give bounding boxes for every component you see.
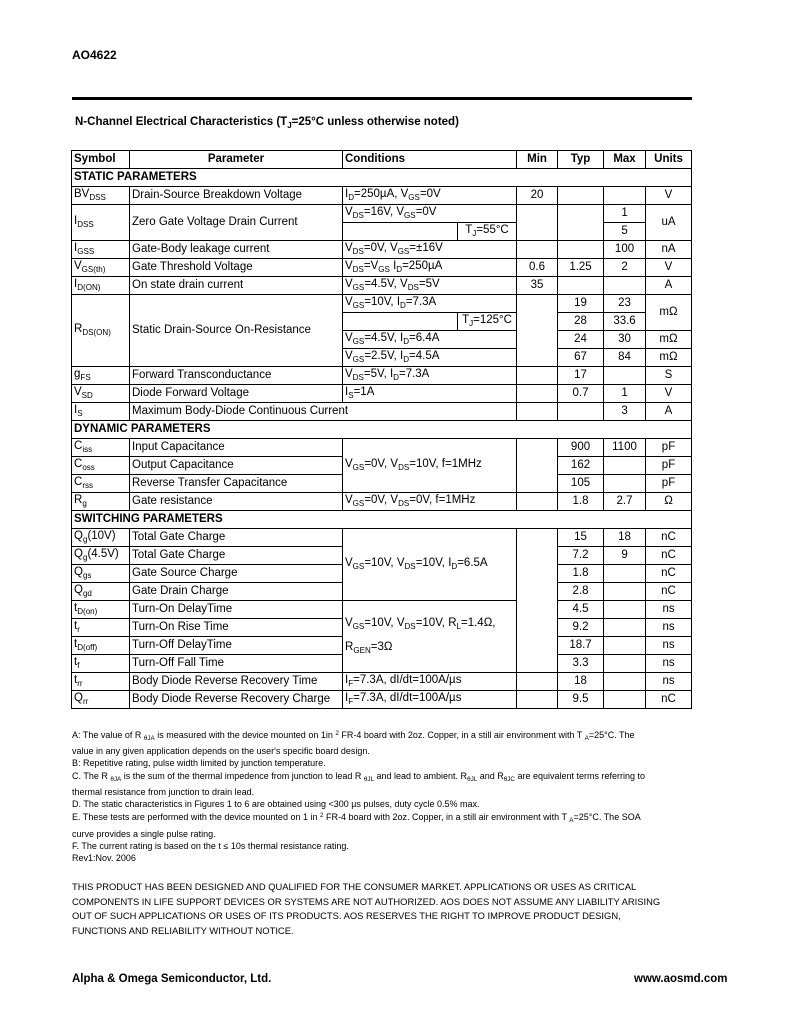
parameter-cell: Gate resistance: [130, 493, 343, 511]
min-cell: [517, 529, 558, 673]
conditions-subcell: $T_J=125^\circ C$: [458, 313, 517, 331]
parameter-cell: Gate-Body leakage current: [130, 241, 343, 259]
parameter-cell: Forward Transconductance: [130, 367, 343, 385]
table-row: [72, 277, 692, 295]
parameter-cell: Output Capacitance: [130, 457, 343, 475]
units-cell: pF: [646, 457, 692, 475]
symbol-cell: $C_{rss}$: [72, 475, 130, 493]
conditions-cell: [343, 313, 458, 331]
symbol-cell: $g_{FS}$: [72, 367, 130, 385]
typ-cell: [558, 277, 604, 295]
conditions-cell: $V_{GS}=4.5V$, $V_{DS}=5V$: [343, 277, 517, 295]
max-cell: [604, 619, 646, 637]
parameter-cell: Drain-Source Breakdown Voltage: [130, 187, 343, 205]
conditions-cell: $I_F=7.3A$, dI/dt=100A/µs: [343, 691, 517, 709]
part-number: AO4622: [72, 48, 117, 62]
max-cell: [604, 565, 646, 583]
note-d: D. The static characteristics in Figures 1 to 6 are obtained using <300 µs pulses, duty cycle 0.5% max.: [72, 799, 480, 810]
symbol-cell: $t_f$: [72, 655, 130, 673]
section-dynamic: DYNAMIC PARAMETERS: [72, 421, 692, 439]
units-cell: V: [646, 385, 692, 403]
min-cell: [517, 205, 558, 241]
table-row: [72, 295, 692, 313]
symbol-cell: $I_{D(ON)}$: [72, 277, 130, 295]
max-cell: 9: [604, 547, 646, 565]
max-cell: [604, 187, 646, 205]
min-cell: [517, 241, 558, 259]
table-row: [72, 205, 692, 223]
max-cell: 2.7: [604, 493, 646, 511]
units-cell: nC: [646, 547, 692, 565]
max-cell: 18: [604, 529, 646, 547]
parameter-cell: Static Drain-Source On-Resistance: [130, 295, 343, 367]
max-cell: [604, 367, 646, 385]
revision: Rev1:Nov. 2006: [72, 853, 136, 864]
table-row: [72, 493, 692, 511]
conditions-cell: $V_{GS}=4.5V$, $I_D=6.4A$: [343, 331, 517, 349]
table-row: [72, 403, 692, 421]
units-cell: ns: [646, 619, 692, 637]
table-row: [72, 601, 692, 619]
table-row: [72, 529, 692, 547]
max-cell: 100: [604, 241, 646, 259]
symbol-cell: $C_{iss}$: [72, 439, 130, 457]
table-row: [72, 259, 692, 277]
col-typ: Typ: [558, 151, 604, 169]
symbol-cell: $Q_g(10V)$: [72, 529, 130, 547]
units-cell: Ω: [646, 493, 692, 511]
units-cell: pF: [646, 475, 692, 493]
conditions-cell: $V_{GS}=10V$, $V_{DS}=10V$, $I_D=6.5A$: [343, 529, 517, 601]
conditions-cell: $I_S=1A$: [343, 385, 517, 403]
units-cell: ns: [646, 601, 692, 619]
max-cell: [604, 673, 646, 691]
units-cell: ns: [646, 673, 692, 691]
max-cell: 33.6: [604, 313, 646, 331]
min-cell: [517, 403, 558, 421]
units-cell: mΩ: [646, 331, 692, 349]
symbol-cell: $t_{rr}$: [72, 673, 130, 691]
col-units: Units: [646, 151, 692, 169]
typ-cell: [558, 403, 604, 421]
conditions-cell: $V_{GS}=10V$, $I_D=7.3A$: [343, 295, 517, 313]
min-cell: [517, 673, 558, 691]
col-min: Min: [517, 151, 558, 169]
parameter-cell: Gate Source Charge: [130, 565, 343, 583]
parameter-cell: Turn-Off DelayTime: [130, 637, 343, 655]
min-cell: [517, 385, 558, 403]
parameter-cell: Zero Gate Voltage Drain Current: [130, 205, 343, 241]
units-cell: V: [646, 259, 692, 277]
website-link[interactable]: www.aosmd.com: [634, 973, 728, 985]
table-header-row: [72, 151, 692, 169]
max-cell: 1100: [604, 439, 646, 457]
units-cell: nC: [646, 691, 692, 709]
note-f: F. The current rating is based on the t ≤ 10s thermal resistance rating.: [72, 840, 349, 851]
max-cell: 23: [604, 295, 646, 313]
disclaimer-line: COMPONENTS IN LIFE SUPPORT DEVICES OR SYSTEMS ARE NOT AUTHORIZED. AOS DOES NOT ASSUME ANY LIABILITY ARISING: [72, 895, 661, 907]
conditions-subcell: $T_J=55^\circ C$: [458, 223, 517, 241]
max-cell: [604, 691, 646, 709]
note-c: C. The R $_{\theta JA}$ is the sum of the thermal impedence from junction to lead R $_{\theta JL}$ and lead to ambient. $R_{\theta JL}$ and $R_{\theta JC}$ are equivalent terms referring to: [72, 770, 646, 783]
conditions-cell: $V_{GS}=10V$, $V_{DS}=10V$, $R_L=1.4\Omega$, $R_{GEN}=3\Omega$: [343, 601, 517, 673]
symbol-cell: $C_{oss}$: [72, 457, 130, 475]
symbol-cell: $t_{D(off)}$: [72, 637, 130, 655]
typ-cell: 1.8: [558, 565, 604, 583]
units-cell: nC: [646, 529, 692, 547]
max-cell: [604, 601, 646, 619]
units-cell: mΩ: [646, 349, 692, 367]
units-cell: A: [646, 277, 692, 295]
units-cell: pF: [646, 439, 692, 457]
typ-cell: [558, 241, 604, 259]
min-cell: [517, 439, 558, 493]
symbol-cell: $Q_g(4.5V)$: [72, 547, 130, 565]
table-row: [72, 439, 692, 457]
max-cell: [604, 475, 646, 493]
typ-cell: 9.5: [558, 691, 604, 709]
conditions-cell: $V_{DS}=5V$, $I_D=7.3A$: [343, 367, 517, 385]
symbol-cell: $Q_{gs}$: [72, 565, 130, 583]
units-cell: S: [646, 367, 692, 385]
max-cell: [604, 655, 646, 673]
typ-cell: [558, 205, 604, 241]
min-cell: [517, 691, 558, 709]
min-cell: [517, 493, 558, 511]
typ-cell: 7.2: [558, 547, 604, 565]
max-cell: 2: [604, 259, 646, 277]
parameter-cell: Body Diode Reverse Recovery Time: [130, 673, 343, 691]
max-cell: 84: [604, 349, 646, 367]
note-a-cont: value in any given application depends on the user's specific board design.: [72, 746, 370, 757]
table-row: [72, 691, 692, 709]
symbol-cell: $t_r$: [72, 619, 130, 637]
units-cell: nC: [646, 583, 692, 601]
typ-cell: 18.7: [558, 637, 604, 655]
max-cell: 5: [604, 223, 646, 241]
typ-cell: 24: [558, 331, 604, 349]
conditions-cell: $V_{GS}=0V$, $V_{DS}=0V$, f=1MHz: [343, 493, 517, 511]
note-b: B: Repetitive rating, pulse width limited by junction temperature.: [72, 758, 326, 769]
parameter-cell: Diode Forward Voltage: [130, 385, 343, 403]
max-cell: [604, 277, 646, 295]
symbol-cell: $Q_{gd}$: [72, 583, 130, 601]
units-cell: nA: [646, 241, 692, 259]
max-cell: 30: [604, 331, 646, 349]
units-cell: V: [646, 187, 692, 205]
section-switching: SWITCHING PARAMETERS: [72, 511, 692, 529]
symbol-cell: $BV_{DSS}$: [72, 187, 130, 205]
disclaimer: [72, 880, 712, 938]
max-cell: [604, 637, 646, 655]
symbol-cell: $Q_{rr}$: [72, 691, 130, 709]
typ-cell: 67: [558, 349, 604, 367]
typ-cell: 15: [558, 529, 604, 547]
col-conditions: Conditions: [343, 151, 517, 169]
typ-cell: 28: [558, 313, 604, 331]
min-cell: 0.6: [517, 259, 558, 277]
min-cell: [517, 367, 558, 385]
symbol-cell: $R_g$: [72, 493, 130, 511]
typ-cell: 17: [558, 367, 604, 385]
max-cell: 3: [604, 403, 646, 421]
units-cell: A: [646, 403, 692, 421]
parameter-cell: Reverse Transfer Capacitance: [130, 475, 343, 493]
typ-cell: 1.8: [558, 493, 604, 511]
note-c-cont: thermal resistance from junction to drain lead.: [72, 787, 255, 798]
table-row: [72, 673, 692, 691]
conditions-cell: $I_D=250\mu A$, $V_{GS}=0V$: [343, 187, 517, 205]
max-cell: 1: [604, 205, 646, 223]
typ-cell: 9.2: [558, 619, 604, 637]
parameter-cell: Gate Drain Charge: [130, 583, 343, 601]
max-cell: 1: [604, 385, 646, 403]
symbol-cell: $R_{DS(ON)}$: [72, 295, 130, 367]
parameter-cell: Total Gate Charge: [130, 529, 343, 547]
table-row: [72, 385, 692, 403]
parameter-cell: Turn-On Rise Time: [130, 619, 343, 637]
parameter-cell: On state drain current: [130, 277, 343, 295]
typ-cell: 3.3: [558, 655, 604, 673]
disclaimer-line: OUT OF SUCH APPLICATIONS OR USES OF ITS PRODUCTS. AOS RESERVES THE RIGHT TO IMPROVE PRODUCT DESIGN,: [72, 910, 621, 922]
section-static: STATIC PARAMETERS: [72, 169, 692, 187]
note-a: A: The value of R $_{\theta JA}$ is measured with the device mounted on 1in $^2$ FR-4 board with 2oz. Copper, in a still air environment with T $_A$=25°C. The: [72, 729, 635, 743]
typ-cell: 162: [558, 457, 604, 475]
conditions-cell: $V_{DS}=16V$, $V_{GS}=0V$: [343, 205, 517, 223]
section-title: N-Channel Electrical Characteristics ($T_J=25^\circ C$ unless otherwise noted): [75, 116, 459, 130]
parameter-cell: Gate Threshold Voltage: [130, 259, 343, 277]
parameter-cell: Body Diode Reverse Recovery Charge: [130, 691, 343, 709]
table-row: [72, 367, 692, 385]
disclaimer-line: FUNCTIONS AND RELIABILITY WITHOUT NOTICE.: [72, 924, 294, 936]
units-cell: ns: [646, 655, 692, 673]
parameter-cell: Input Capacitance: [130, 439, 343, 457]
conditions-cell: $I_F=7.3A$, dI/dt=100A/µs: [343, 673, 517, 691]
min-cell: 35: [517, 277, 558, 295]
conditions-cell: $V_{DS}=0V$, $V_{GS}=\pm 16V$: [343, 241, 517, 259]
parameter-cell: Turn-Off Fall Time: [130, 655, 343, 673]
note-e-cont: curve provides a single pulse rating.: [72, 828, 216, 839]
symbol-cell: $I_{DSS}$: [72, 205, 130, 241]
max-cell: [604, 583, 646, 601]
parameter-cell: Maximum Body-Diode Continuous Current: [130, 403, 517, 421]
symbol-cell: $I_S$: [72, 403, 130, 421]
typ-cell: 19: [558, 295, 604, 313]
symbol-cell: $V_{SD}$: [72, 385, 130, 403]
conditions-cell: $V_{DS}=V_{GS}$ $I_D=250\mu A$: [343, 259, 517, 277]
table-row: [72, 241, 692, 259]
col-max: Max: [604, 151, 646, 169]
parameter-cell: Turn-On DelayTime: [130, 601, 343, 619]
symbol-cell: $I_{GSS}$: [72, 241, 130, 259]
company-name: Alpha & Omega Semiconductor, Ltd.: [72, 973, 272, 985]
typ-cell: 900: [558, 439, 604, 457]
electrical-characteristics-table: [71, 150, 692, 709]
units-cell: nC: [646, 565, 692, 583]
symbol-cell: $V_{GS(th)}$: [72, 259, 130, 277]
col-parameter: Parameter: [130, 151, 343, 169]
typ-cell: 1.25: [558, 259, 604, 277]
footnotes: [72, 728, 692, 864]
typ-cell: 2.8: [558, 583, 604, 601]
max-cell: [604, 457, 646, 475]
typ-cell: 4.5: [558, 601, 604, 619]
typ-cell: [558, 187, 604, 205]
conditions-cell: $V_{GS}=0V$, $V_{DS}=10V$, f=1MHz: [343, 439, 517, 493]
parameter-cell: Total Gate Charge: [130, 547, 343, 565]
typ-cell: 105: [558, 475, 604, 493]
min-cell: [517, 295, 558, 367]
min-cell: 20: [517, 187, 558, 205]
disclaimer-line: THIS PRODUCT HAS BEEN DESIGNED AND QUALIFIED FOR THE CONSUMER MARKET. APPLICATIONS OR USES AS CRITICAL: [72, 881, 637, 892]
col-symbol: Symbol: [72, 151, 130, 169]
typ-cell: 18: [558, 673, 604, 691]
units-cell: uA: [646, 205, 692, 241]
units-cell: ns: [646, 637, 692, 655]
header-rule: [72, 97, 692, 100]
units-cell: mΩ: [646, 295, 692, 331]
table-row: [72, 187, 692, 205]
conditions-cell: [343, 223, 458, 241]
conditions-cell: $V_{GS}=2.5V$, $I_D=4.5A$: [343, 349, 517, 367]
typ-cell: 0.7: [558, 385, 604, 403]
symbol-cell: $t_{D(on)}$: [72, 601, 130, 619]
note-e: E. These tests are performed with the device mounted on 1 in $^2$ FR-4 board with 2oz. Copper, in a still air environment with T $_A$=25°C. The SOA: [72, 812, 641, 825]
